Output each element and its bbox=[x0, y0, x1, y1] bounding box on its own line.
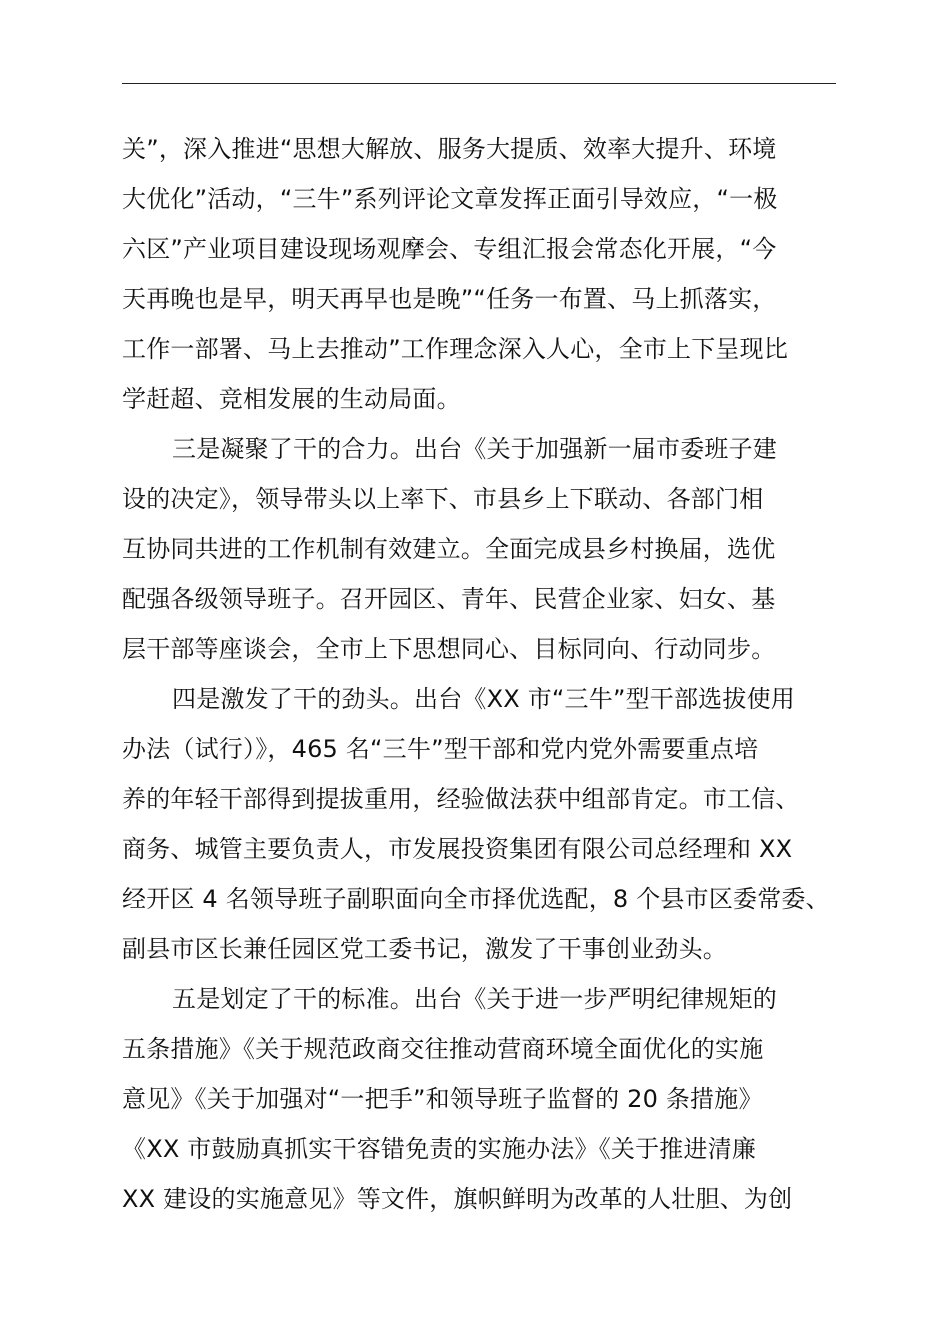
text-line: 六区”产业项目建设现场观摩会、专组汇报会常态化开展，“今 bbox=[122, 235, 777, 263]
text-line: 配强各级领导班子。召开园区、青年、民营企业家、妇女、基 bbox=[122, 585, 776, 613]
text-line: 四是激发了干的劲头。出台《XX 市“三牛”型干部选拔使用 bbox=[172, 685, 795, 713]
text-line: 关”，深入推进“思想大解放、服务大提质、效率大提升、环境 bbox=[122, 135, 777, 163]
document-body bbox=[122, 124, 852, 1224]
text-line: 商务、城管主要负责人，市发展投资集团有限公司总经理和 XX bbox=[122, 835, 793, 863]
text-line: 《XX 市鼓励真抓实干容错免责的实施办法》《关于推进清廉 bbox=[122, 1135, 757, 1163]
text-line: 大优化”活动，“三牛”系列评论文章发挥正面引导效应，“一极 bbox=[122, 185, 778, 213]
text-line: 经开区 4 名领导班子副职面向全市择优选配，8 个县市区委常委、 bbox=[122, 885, 830, 913]
text-line: 设的决定》，领导带头以上率下、市县乡上下联动、各部门相 bbox=[122, 485, 764, 513]
text-line: 办法（试行）》，465 名“三牛”型干部和党内党外需要重点培 bbox=[122, 735, 759, 763]
text-line: 意见》《关于加强对“一把手”和领导班子监督的 20 条措施》 bbox=[122, 1085, 763, 1113]
paragraph bbox=[122, 974, 852, 1224]
text-line: 三是凝聚了干的合力。出台《关于加强新一届市委班子建 bbox=[172, 435, 777, 463]
text-line: 层干部等座谈会，全市上下思想同心、目标同向、行动同步。 bbox=[122, 635, 776, 663]
text-line: 学赶超、竞相发展的生动局面。 bbox=[122, 385, 461, 413]
text-line: 养的年轻干部得到提拔重用，经验做法获中组部肯定。市工信、 bbox=[122, 785, 800, 813]
paragraph bbox=[122, 124, 852, 424]
text-line: 五是划定了干的标准。出台《关于进一步严明纪律规矩的 bbox=[172, 985, 777, 1013]
text-line: 工作一部署、马上去推动”工作理念深入人心，全市上下呈现比 bbox=[122, 335, 789, 363]
header-rule bbox=[122, 83, 836, 84]
text-line: 互协同共进的工作机制有效建立。全面完成县乡村换届，选优 bbox=[122, 535, 776, 563]
text-line: 五条措施》《关于规范政商交往推动营商环境全面优化的实施 bbox=[122, 1035, 764, 1063]
text-line: XX 建设的实施意见》等文件，旗帜鲜明为改革的人壮胆、为创 bbox=[122, 1185, 793, 1213]
text-line: 天再晚也是早，明天再早也是晚”“任务一布置、马上抓落实， bbox=[122, 285, 777, 313]
paragraph bbox=[122, 424, 852, 674]
text-line: 副县市区长兼任园区党工委书记，激发了干事创业劲头。 bbox=[122, 935, 727, 963]
paragraph bbox=[122, 674, 852, 974]
